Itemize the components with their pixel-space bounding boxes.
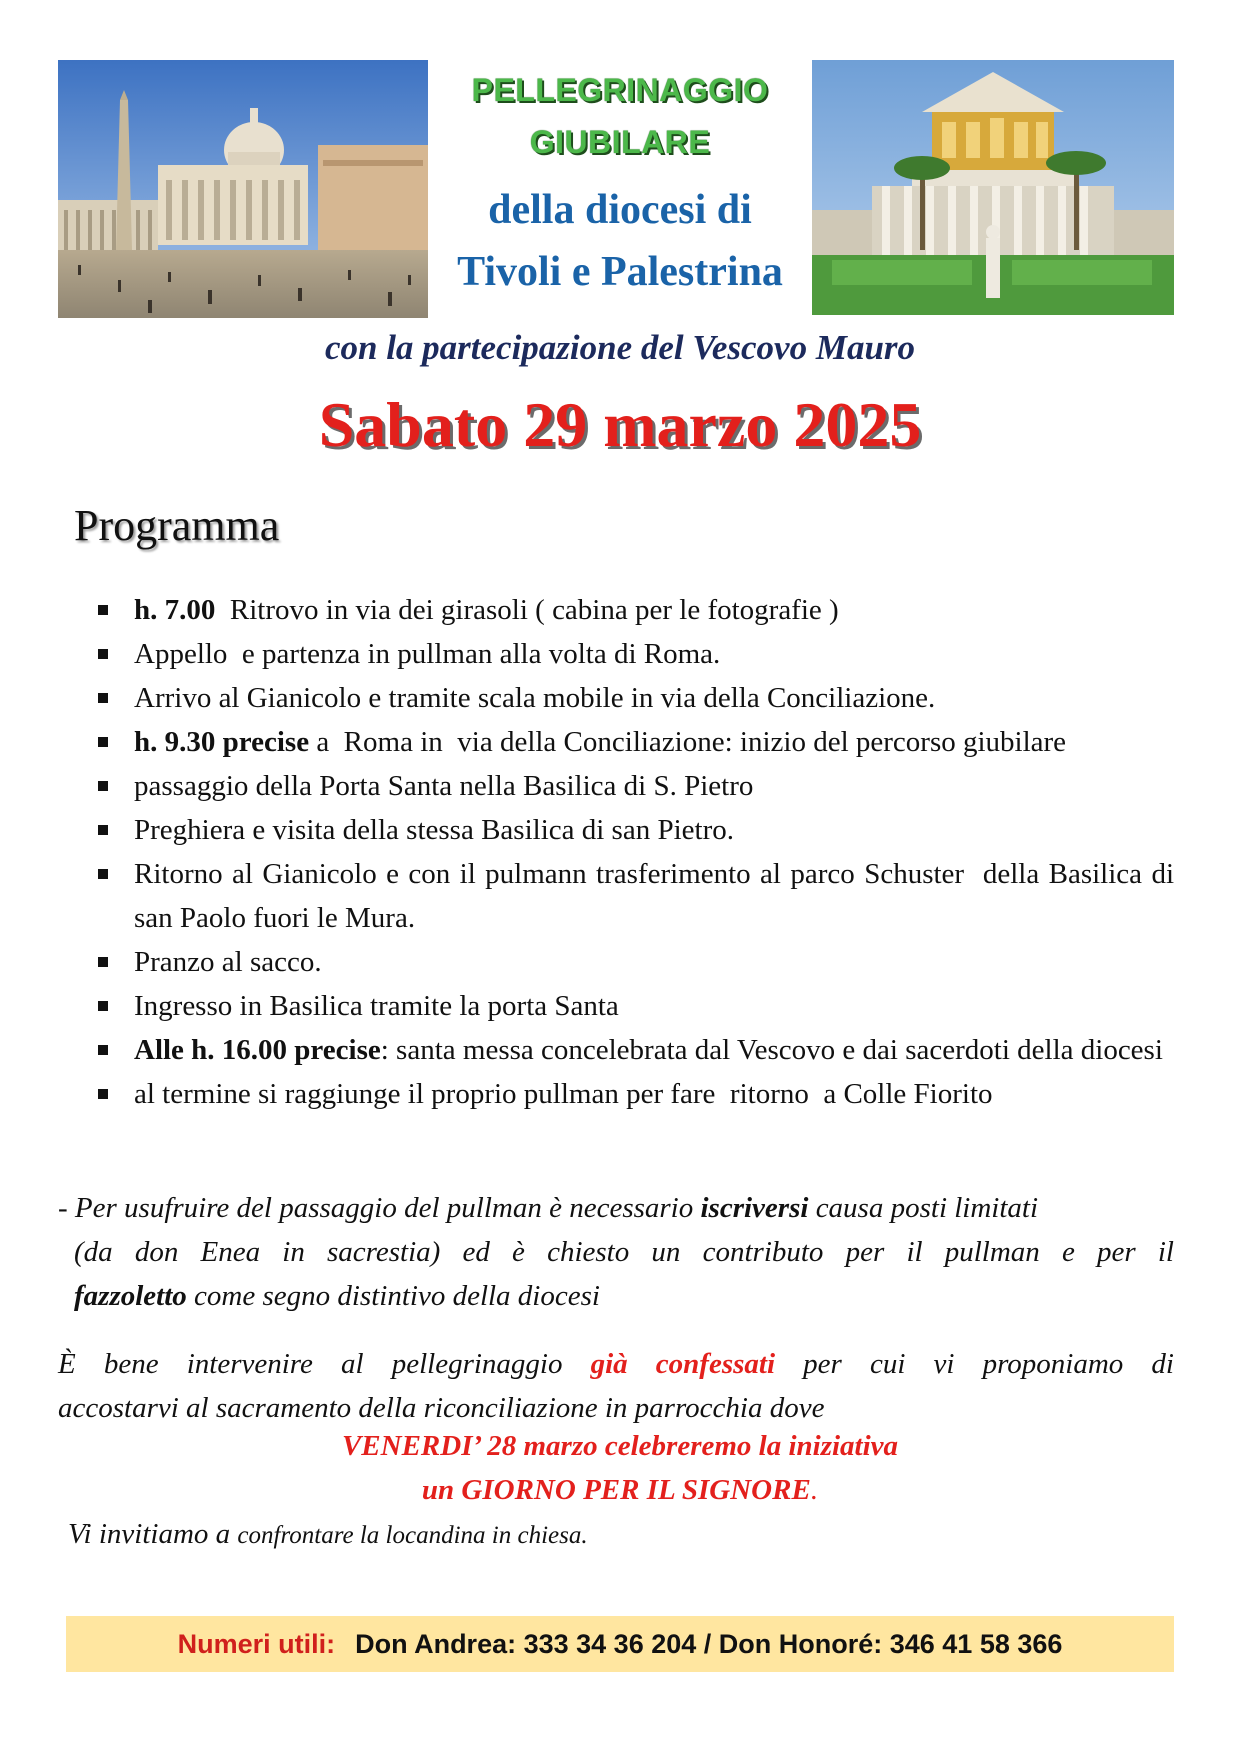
program-item: h. 7.00 Ritrovo in via dei girasoli ( cabina per le fotografie ) <box>96 588 1174 632</box>
note-iscriversi: iscriversi <box>700 1192 809 1224</box>
program-item: Alle h. 16.00 precise: santa messa concelebrata dal Vescovo e dai sacerdoti della diocesi <box>96 1028 1174 1072</box>
bullet-square-icon <box>98 1001 108 1011</box>
gia-confessati: già confessati <box>590 1348 776 1380</box>
title-giubilare: GIUBILARE <box>529 124 711 160</box>
program-item: Ritorno al Gianicolo e con il pulmann trasferimento al parco Schuster della Basilica di san Paolo fuori le Mura. <box>96 852 1174 940</box>
bullet-square-icon <box>98 605 108 615</box>
diocese-line2: Tivoli e Palestrina <box>457 249 783 295</box>
program-item: Pranzo al sacco. <box>96 940 1174 984</box>
registration-note <box>58 1186 1174 1318</box>
bullet-square-icon <box>98 957 108 967</box>
program-item: Appello e partenza in pullman alla volta di Roma. <box>96 632 1174 676</box>
useful-numbers-label: Numeri utili: <box>177 1629 336 1659</box>
note-line1: - Per usufruire del passaggio del pullman è necessario iscriversi causa posti limitati <box>58 1192 1039 1224</box>
phone-contacts: Don Andrea: 333 34 36 204 / Don Honoré: 346 41 58 366 <box>355 1629 1063 1659</box>
program-item: al termine si raggiunge il proprio pullman per fare ritorno a Colle Fiorito <box>96 1072 1174 1116</box>
giorno-line: un GIORNO PER IL SIGNORE. <box>421 1474 819 1506</box>
program-item: h. 9.30 precise a Roma in via della Conciliazione: inizio del percorso giubilare <box>96 720 1174 764</box>
invite-line: Vi invitiamo a confrontare la locandina in chiesa. <box>68 1518 588 1550</box>
confession-line2: accostarvi al sacramento della riconciliazione in parrocchia dove <box>58 1392 825 1424</box>
st-peters-square-image <box>58 60 428 318</box>
confession-line1: È bene intervenire al pellegrinaggio già confessati per cui vi proponiamo di <box>58 1348 1174 1380</box>
bullet-square-icon <box>98 781 108 791</box>
bullet-square-icon <box>98 649 108 659</box>
event-date: Sabato 29 marzo 2025 <box>318 389 922 460</box>
st-paul-basilica-image <box>812 60 1174 315</box>
program-list <box>96 588 1182 1116</box>
note-line3: fazzoletto come segno distintivo della diocesi <box>74 1280 600 1312</box>
confession-paragraph <box>58 1342 1174 1430</box>
title-pellegrinaggio: PELLEGRINAGGIO <box>471 72 769 108</box>
bishop-subtitle: con la partecipazione del Vescovo Mauro <box>324 328 916 367</box>
program-item: passaggio della Porta Santa nella Basilica di S. Pietro <box>96 764 1174 808</box>
useful-numbers-bar <box>66 1616 1174 1672</box>
bullet-square-icon <box>98 1089 108 1099</box>
note-line2: (da don Enea in sacrestia) ed è chiesto un contributo per il pullman e per il <box>74 1236 1174 1268</box>
program-item: Ingresso in Basilica tramite la porta Santa <box>96 984 1174 1028</box>
diocese-line1: della diocesi di <box>488 187 752 233</box>
bullet-square-icon <box>98 825 108 835</box>
program-item: Preghiera e visita della stessa Basilica di san Pietro. <box>96 808 1174 852</box>
bullet-square-icon <box>98 869 108 879</box>
bullet-square-icon <box>98 1045 108 1055</box>
venerdi-line: VENERDI’ 28 marzo celebreremo la iniziativa <box>341 1430 899 1462</box>
bullet-square-icon <box>98 693 108 703</box>
program-heading: Programma <box>74 501 280 550</box>
note-fazzoletto: fazzoletto <box>74 1280 187 1312</box>
program-item: Arrivo al Gianicolo e tramite scala mobile in via della Conciliazione. <box>96 676 1174 720</box>
bullet-square-icon <box>98 737 108 747</box>
